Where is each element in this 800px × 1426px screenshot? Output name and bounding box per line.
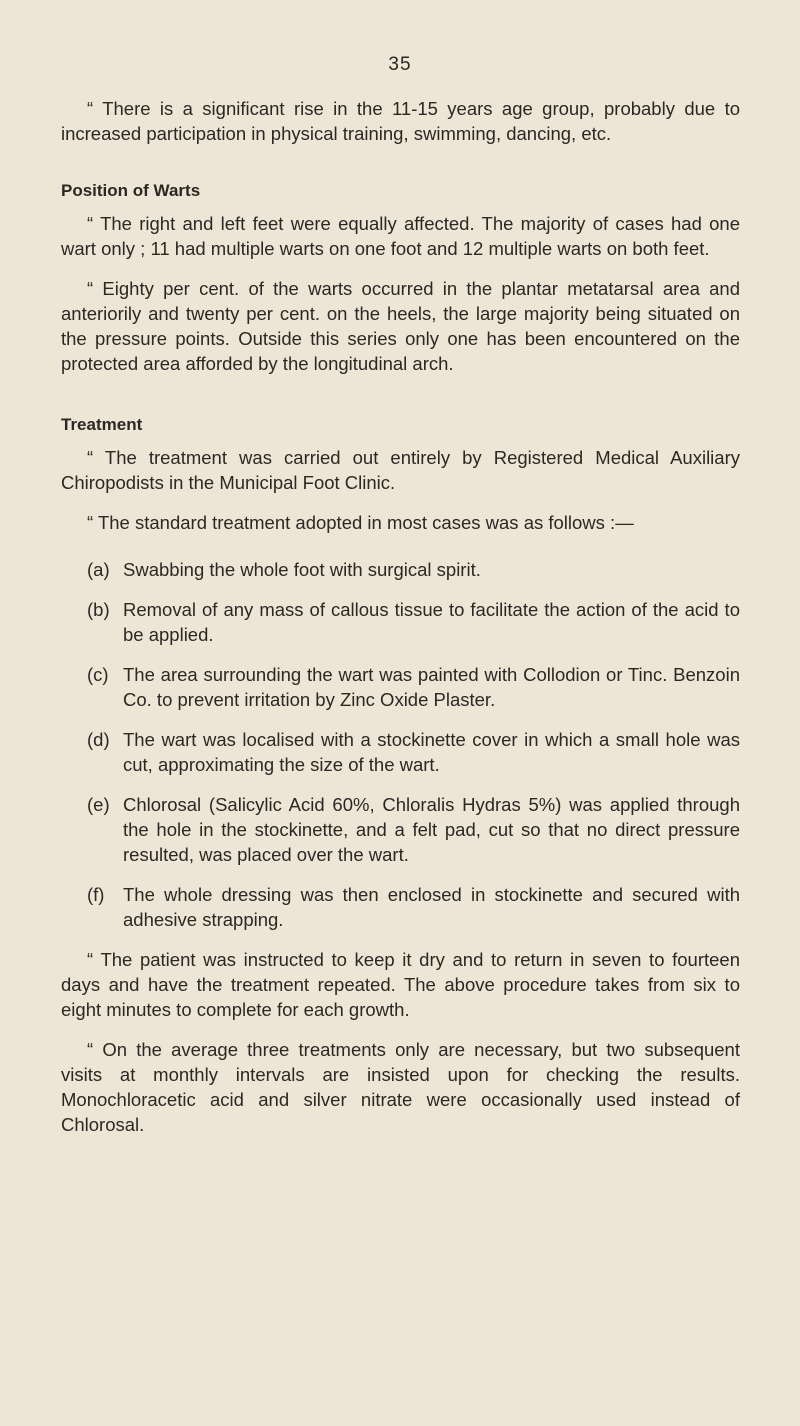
section-position-of-warts bbox=[61, 178, 740, 376]
list-item-text: The wart was localised with a stockinette cover in which a small hole was cut, approximating the size of the wart. bbox=[123, 729, 740, 775]
page-body bbox=[61, 96, 740, 1152]
treatment-steps-list bbox=[61, 557, 740, 932]
list-item-letter: (d) bbox=[87, 729, 110, 750]
list-item-text: Removal of any mass of callous tissue to facilitate the action of the acid to be applied. bbox=[123, 599, 740, 645]
section-heading: Treatment bbox=[61, 415, 143, 434]
list-item-text: The area surrounding the wart was painted with Collodion or Tinc. Benzoin Co. to prevent irritation by Zinc Oxide Plaster. bbox=[123, 664, 740, 710]
page-number: 35 bbox=[388, 54, 412, 75]
paragraph: “ The standard treatment adopted in most cases was as follows :— bbox=[87, 512, 634, 533]
list-item-letter: (f) bbox=[87, 884, 105, 905]
intro-paragraph: “ There is a significant rise in the 11-15 years age group, probably due to increased participation in physical training, swimming, dancing, etc. bbox=[61, 98, 740, 144]
list-item-letter: (c) bbox=[87, 664, 109, 685]
list-item-text: The whole dressing was then enclosed in stockinette and secured with adhesive strapping. bbox=[123, 884, 740, 930]
list-item bbox=[61, 597, 740, 647]
list-item bbox=[61, 727, 740, 777]
list-item-text: Swabbing the whole foot with surgical spirit. bbox=[123, 559, 481, 580]
list-item bbox=[61, 792, 740, 867]
list-item-letter: (b) bbox=[87, 599, 110, 620]
paragraph: “ The treatment was carried out entirely by Registered Medical Auxiliary Chiropodists in the Municipal Foot Clinic. bbox=[61, 447, 740, 493]
paragraph: “ The right and left feet were equally affected. The majority of cases had one wart only ; 11 had multiple warts on one foot and 12 multiple warts on both feet. bbox=[61, 213, 740, 259]
list-item-text: Chlorosal (Salicylic Acid 60%, Chloralis Hydras 5%) was applied through the hole in the stockinette, and a felt pad, cut so that no direct pressure resulted, was placed over the wart. bbox=[123, 794, 740, 865]
list-item bbox=[61, 662, 740, 712]
list-item bbox=[61, 557, 740, 582]
paragraph: “ The patient was instructed to keep it dry and to return in seven to fourteen days and have the treatment repeated. The above procedure takes from six to eight minutes to complete for each growth. bbox=[61, 949, 740, 1020]
list-item-letter: (a) bbox=[87, 559, 110, 580]
section-heading: Position of Warts bbox=[61, 181, 201, 200]
paragraph: “ Eighty per cent. of the warts occurred in the plantar metatarsal area and anteriorily and twenty per cent. on the heels, the large majority being situated on the pressure points. Outside this series only one has been encountered on the protected area afforded by the longitudinal arch. bbox=[61, 278, 740, 374]
paragraph: “ On the average three treatments only are necessary, but two subsequent visits at monthly intervals are insisted upon for checking the results. Monochloracetic acid and silver nitrate were occasionally used instead of Chlorosal. bbox=[61, 1039, 740, 1135]
section-treatment bbox=[61, 412, 740, 1137]
list-item bbox=[61, 882, 740, 932]
list-item-letter: (e) bbox=[87, 794, 110, 815]
